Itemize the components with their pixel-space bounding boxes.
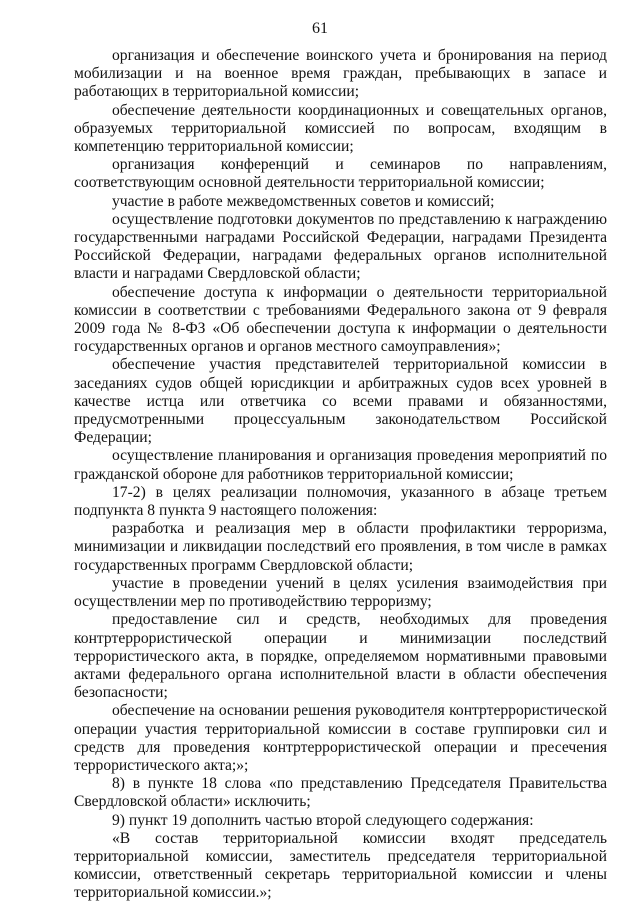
paragraph: разработка и реализация мер в области профилактики терроризма, минимизации и ликвидации последствий его проявления, в том числе в рамках государственных программ Свердловской области; xyxy=(74,520,607,574)
paragraph: осуществление планирования и организация проведения мероприятий по гражданской обороне для работников территориальной комиссии; xyxy=(74,447,607,483)
paragraph: предоставление сил и средств, необходимых для проведения контртеррористической операции и минимизации последствий террористического акта, в порядке, определяемом нормативными правовыми актами федерального органа исполнительной власти в области обеспечения безопасности; xyxy=(74,611,607,702)
paragraph: обеспечение доступа к информации о деятельности территориальной комиссии в соответствии с требованиями Федерального закона от 9 февраля 2009 года № 8-ФЗ «Об обеспечении доступа к информации о деятельности государственных органов и органов местного самоуправления»; xyxy=(74,283,607,356)
paragraph: осуществление подготовки документов по представлению к награждению государственными наградами Российской Федерации, наградами Президента Российской Федерации, наградами федеральных органов исполнительной власти и наградами Свердловской области; xyxy=(74,210,607,283)
paragraph: обеспечение на основании решения руководителя контртеррористической операции участия территориальной комиссии в составе группировки сил и средств для проведения контртеррористической операции и пресечения террористического акта;»; xyxy=(74,702,607,774)
paragraph: организация конференций и семинаров по направлениям, соответствующим основной деятельности территориальной комиссии; xyxy=(74,156,607,192)
paragraph: 17-2) в целях реализации полномочия, указанного в абзаце третьем подпункта 8 пункта 9 настоящего положения: xyxy=(74,483,607,520)
paragraph: обеспечение участия представителей территориальной комиссии в заседаниях судов общей юрисдикции и арбитражных судов всех уровней в качестве истца или ответчика со всеми правами и обязанностями, предусмотренными процессуальным законодательством Российской Федерации; xyxy=(74,356,607,447)
paragraph: «В состав территориальной комиссии входят председатель территориальной комиссии, заместитель председателя территориальной комиссии, ответственный секретарь территориальной комиссии и члены территориальной комиссии.»; xyxy=(74,829,607,902)
paragraph: участие в проведении учений в целях усиления взаимодействия при осуществлении мер по противодействию терроризму; xyxy=(74,574,607,611)
document-body xyxy=(74,47,607,903)
paragraph: обеспечение деятельности координационных и совещательных органов, образуемых территориальной комиссией по вопросам, входящим в компетенцию территориальной комиссии; xyxy=(74,101,607,156)
paragraph: 9) пункт 19 дополнить частью второй следующего содержания: xyxy=(112,811,534,829)
paragraph: участие в работе межведомственных советов и комиссий; xyxy=(112,192,495,210)
page-number: 61 xyxy=(312,20,328,37)
paragraph: организация и обеспечение воинского учета и бронирования на период мобилизации и на военное время граждан, пребывающих в запасе и работающих в территориальной комиссии; xyxy=(74,47,607,101)
paragraph: 8) в пункте 18 слова «по представлению Председателя Правительства Свердловской области» исключить; xyxy=(74,775,607,811)
